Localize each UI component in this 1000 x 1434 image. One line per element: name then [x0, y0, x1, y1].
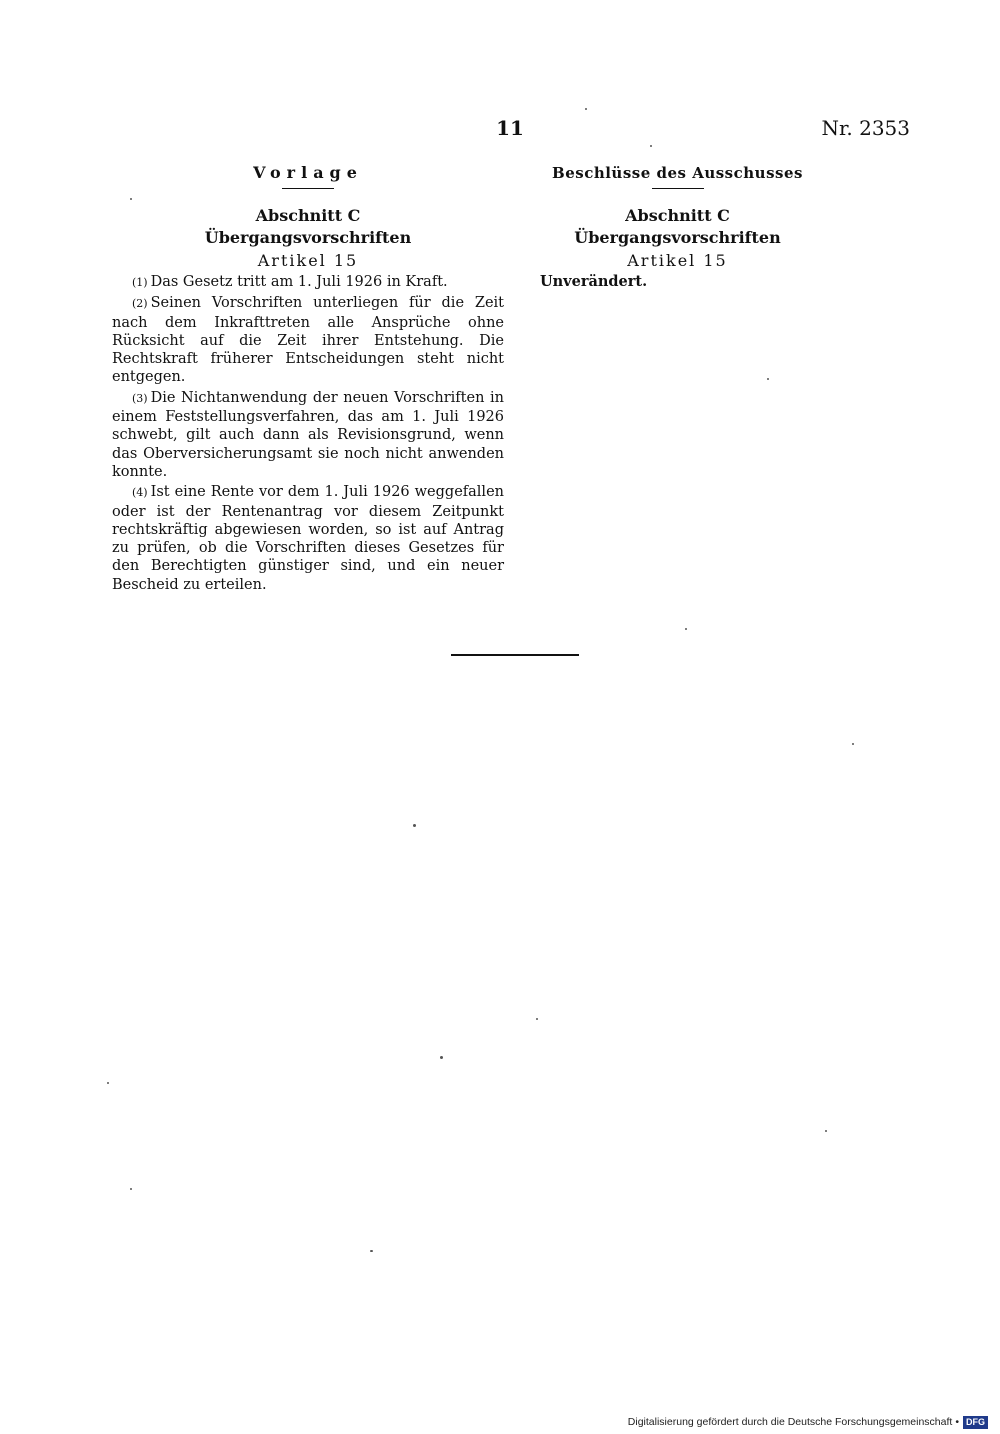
- article-title: Artikel 15: [627, 251, 728, 270]
- scan-speck: [370, 1250, 373, 1252]
- scan-speck: [413, 824, 416, 827]
- document-number: Nr. 2353: [821, 116, 910, 140]
- scan-speck: [685, 628, 687, 630]
- scan-speck: [767, 378, 769, 380]
- paragraph-text: Die Nichtanwendung der neuen Vorschriften in einem Feststellungsverfahren, das am 1. Juli 1926 schwebt, gilt auch dann als Revisionsgrund, wenn das Oberversicherungsamt sie noch nicht anwenden konnte.: [112, 389, 504, 480]
- page-number: 11: [496, 116, 524, 140]
- section-subtitle: Übergangsvorschriften: [204, 228, 412, 247]
- section-title: Abschnitt C: [255, 206, 361, 225]
- dfg-logo: DFG: [963, 1416, 988, 1429]
- scan-speck: [585, 108, 587, 110]
- scan-speck: [440, 1056, 443, 1059]
- paragraph-number: (4): [132, 486, 148, 500]
- paragraph-text: Ist eine Rente vor dem 1. Juli 1926 weggefallen oder ist der Rentenantrag vor diesem Zeitpunkt rechtskräftig abgewiesen worden, so ist auf Antrag zu prüfen, ob die Vorschriften dieses Gesetzes für den Berechtigten günstiger sind, und ein neuer Bescheid zu erteilen.: [112, 484, 504, 593]
- article-title: Artikel 15: [257, 251, 359, 270]
- left-column-proposal: [112, 160, 504, 594]
- column-heading-committee: Beschlüsse des Ausschusses: [552, 164, 803, 182]
- scan-speck: [536, 1018, 538, 1020]
- scan-speck: [130, 198, 132, 200]
- scan-speck: [107, 1082, 109, 1084]
- paragraph-4: [112, 483, 504, 594]
- credit-text: Digitalisierung gefördert durch die Deutsche Forschungsgemeinschaft: [627, 1416, 953, 1428]
- paragraph-text: Seinen Vorschriften unterliegen für die Zeit nach dem Inkrafttreten alle Ansprüche ohne Rücksicht auf die Zeit ihrer Entstehung. Die Rechtskraft früherer Entscheidungen steht nicht entgegen.: [112, 295, 504, 386]
- right-column-committee-decisions: [540, 160, 815, 291]
- section-subtitle: Übergangsvorschriften: [574, 228, 781, 247]
- paragraph-number: (2): [132, 297, 148, 311]
- heading-underline: [652, 188, 704, 189]
- paragraph-number: (1): [132, 276, 148, 289]
- paragraph-2: [112, 294, 504, 386]
- paragraph-text: Das Gesetz tritt am 1. Juli 1926 in Kraft.: [150, 274, 448, 290]
- paragraph-number: (3): [132, 391, 148, 405]
- digitization-credit: [600, 1414, 988, 1430]
- paragraph-3: [112, 389, 504, 481]
- scan-speck: [130, 1188, 132, 1190]
- unchanged-note: Unverändert.: [540, 273, 648, 290]
- scan-speck: [852, 743, 854, 745]
- column-heading-proposal: Vorlage: [253, 163, 363, 182]
- paragraph-1: [112, 273, 504, 292]
- scan-speck: [825, 1130, 827, 1132]
- section-title: Abschnitt C: [625, 206, 730, 225]
- heading-underline: [282, 188, 334, 189]
- section-separator-rule: [451, 654, 579, 656]
- scan-speck: [650, 145, 652, 147]
- credit-bullet: •: [955, 1416, 959, 1428]
